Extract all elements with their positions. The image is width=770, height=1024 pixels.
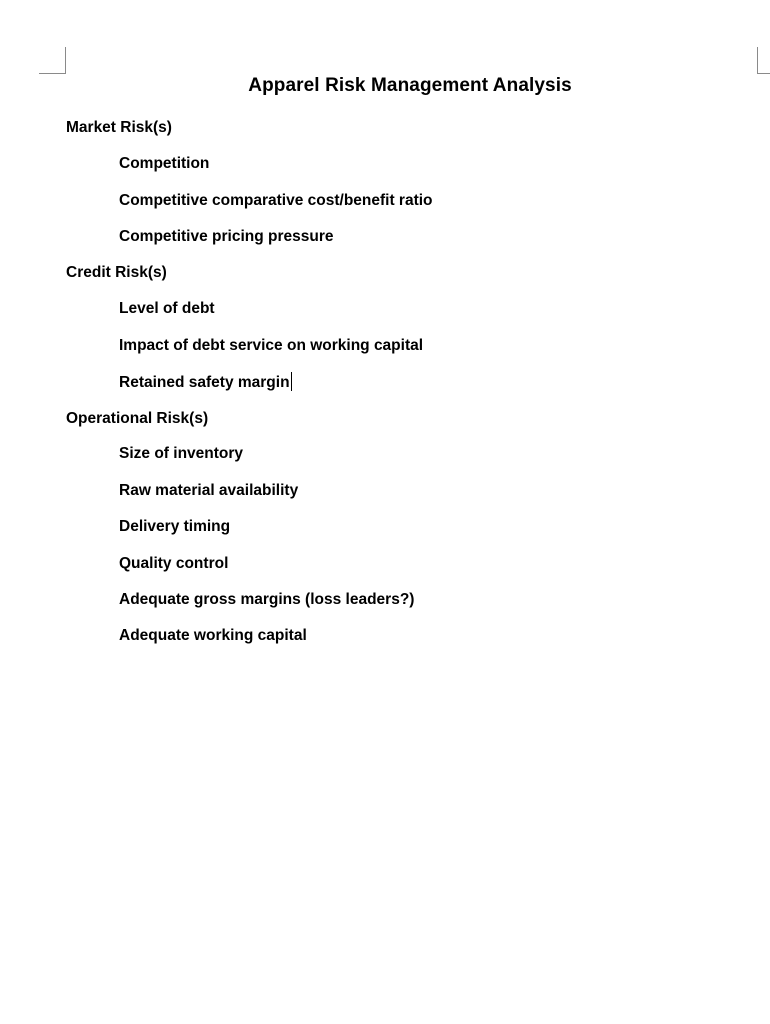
section-heading-market-risk[interactable]: Market Risk(s) (66, 119, 172, 136)
top-right-margin-mark (757, 47, 770, 74)
list-item[interactable]: Size of inventory (119, 445, 244, 462)
document-title[interactable]: Apparel Risk Management Analysis (248, 75, 572, 96)
list-item-with-cursor[interactable] (119, 372, 292, 393)
section-heading-credit-risk[interactable]: Credit Risk(s) (66, 264, 167, 281)
list-item[interactable]: Impact of debt service on working capital (119, 337, 424, 354)
list-item[interactable]: Level of debt (119, 300, 215, 317)
text-cursor (291, 372, 292, 391)
list-item[interactable]: Competitive pricing pressure (119, 228, 334, 245)
list-item[interactable]: Competitive comparative cost/benefit ratio (119, 192, 433, 209)
list-item-text[interactable]: Retained safety margin (119, 374, 290, 391)
top-left-margin-mark (39, 47, 66, 74)
list-item[interactable]: Competition (119, 155, 210, 172)
list-item[interactable]: Adequate working capital (119, 627, 307, 644)
list-item[interactable]: Raw material availability (119, 482, 299, 499)
section-heading-operational-risk[interactable]: Operational Risk(s) (66, 410, 209, 427)
list-item[interactable]: Delivery timing (119, 518, 231, 535)
list-item[interactable]: Adequate gross margins (loss leaders?) (119, 591, 415, 608)
list-item[interactable]: Quality control (119, 555, 229, 572)
